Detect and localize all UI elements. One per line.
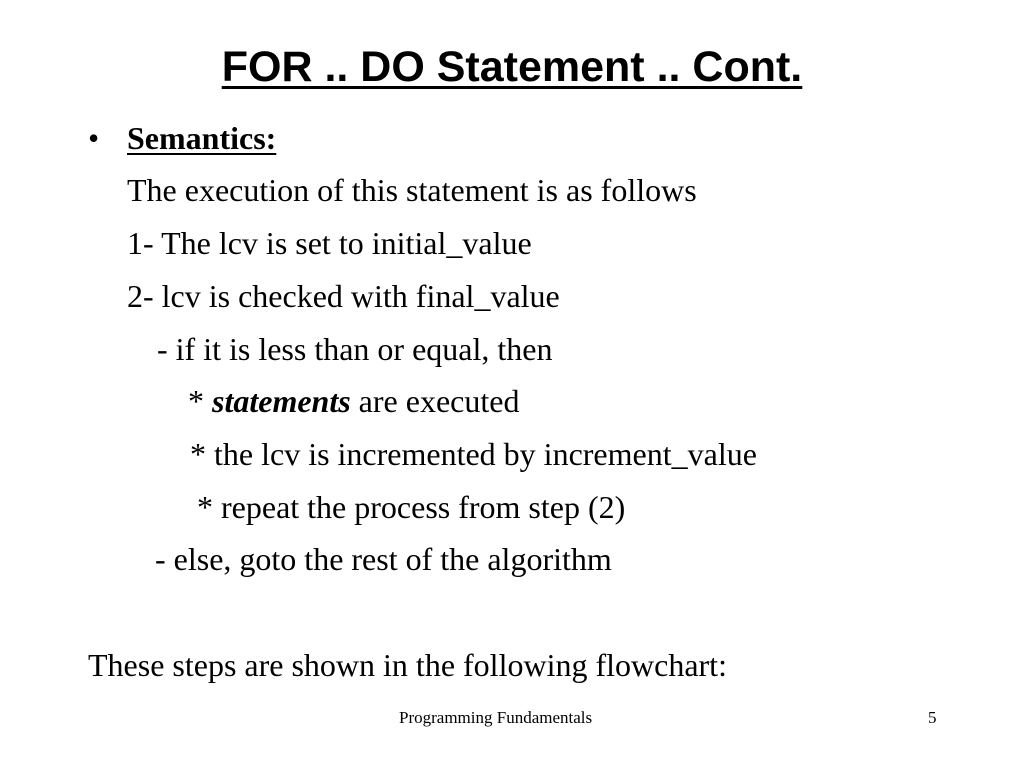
if-branch-line: - if it is less than or equal, then (157, 331, 553, 367)
footer-course: Programming Fundamentals (399, 708, 593, 727)
footer-page-number: 5 (928, 708, 937, 727)
statements-suffix: are executed (350, 383, 520, 419)
statements-executed-line (188, 381, 519, 421)
step-1-line: 1- The lcv is set to initial_value (127, 225, 532, 261)
step-2-line: 2- lcv is checked with final_value (127, 278, 560, 314)
repeat-line: * repeat the process from step (2) (197, 489, 626, 525)
intro-line: The execution of this statement is as follows (127, 172, 697, 208)
increment-line: * the lcv is incremented by increment_value (190, 436, 757, 472)
slide-title (0, 38, 1024, 96)
section-heading: Semantics: (127, 120, 277, 156)
else-branch-line: - else, goto the rest of the algorithm (155, 541, 612, 577)
bullet-marker: • (88, 120, 100, 156)
closing-line: These steps are shown in the following flowchart: (88, 647, 727, 683)
star-prefix: * (188, 383, 212, 419)
slide-title-text: FOR .. DO Statement .. Cont. (221, 43, 803, 91)
statements-emphasis: statements (212, 383, 351, 419)
